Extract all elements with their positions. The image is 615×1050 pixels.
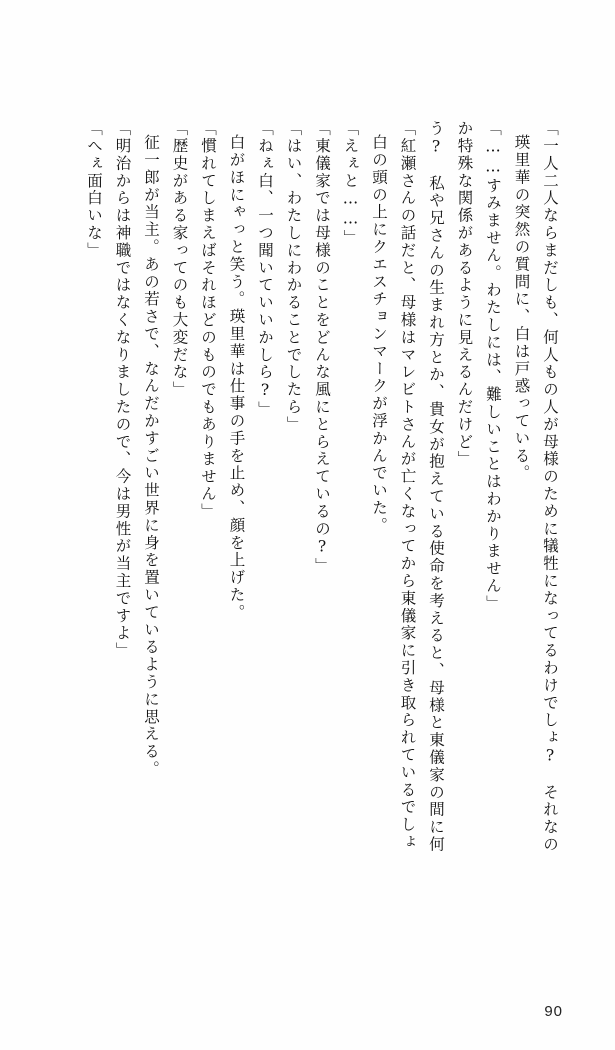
text-line: 「一人二人ならまだしも、何人もの人が母様のために犠牲になってるわけでしょ? それなの [541, 120, 559, 854]
vertical-text-block [73, 120, 558, 950]
page-number: 90 [544, 1003, 563, 1020]
text-line: か特殊な関係があるように見えるんだけど」 [455, 120, 474, 468]
text-line: 「へぇ面白いな」 [85, 120, 103, 260]
text-line: 「紅瀬さんの話だと、母様はマレビトさんが亡くなってから東儀家に引き取られているでしょ [398, 120, 417, 851]
text-line: 白がほにゃっと笑う。瑛里華は仕事の手を止め、顔を上げた。 [227, 134, 246, 622]
text-line: 「歴史がある家ってのも大変だな」 [170, 120, 189, 399]
text-line: 「慣れてしまえばそれほどのものでもありません」 [199, 120, 217, 521]
text-line: 「……すみません。わたしには、難しいことはわかりません」 [484, 120, 502, 613]
text-line: 「はい、わたしにわかることでしたら」 [284, 120, 303, 434]
text-line: 「ねぇ白、一つ聞いていいかしら?」 [256, 120, 274, 419]
text-line: 征一郎が当主。あの若さで、なんだかすごい世界に身を置いているように思える。 [142, 134, 160, 778]
text-line: 「えぇと……」 [341, 120, 360, 247]
text-line: 「東儀家では母様のことをどんな風にとらえているの?」 [313, 120, 331, 575]
text-line: 瑛里華の突然の質問に、白は戸惑っている。 [512, 134, 531, 482]
text-line: 白の頭の上にクエスチョンマークが浮かんでいた。 [370, 134, 388, 535]
text-line: 「明治からは神職ではなくなりましたので、今は男性が当主ですよ」 [113, 120, 132, 660]
text-line: う? 私や兄さんの生まれ方とか、貴女が抱えている使命を考えると、母様と東儀家の間に何 [427, 120, 445, 854]
